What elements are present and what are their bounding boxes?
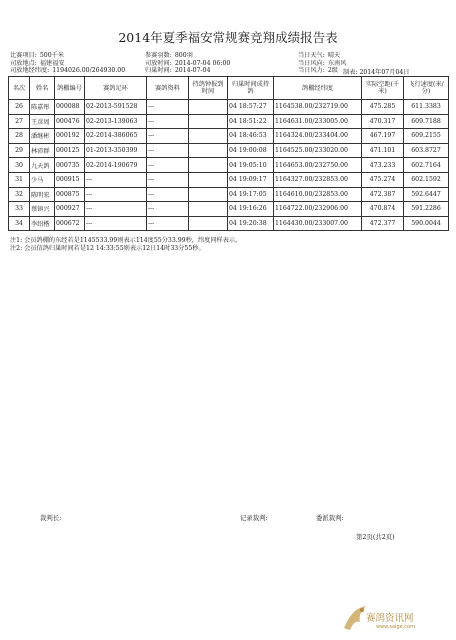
cell-ring: 02-2013-139063 [85, 114, 147, 129]
column-header: 飞行速度(米/分) [404, 77, 449, 100]
table-row [9, 202, 449, 217]
cell-arrival: 04 18:57:27 [228, 100, 274, 115]
column-header: 鸽棚编号 [55, 77, 85, 100]
meta-value: 2级 [327, 67, 338, 75]
cell-arrival: 04 18:46:53 [228, 129, 274, 144]
cell-loft: 000088 [55, 100, 85, 115]
cell-coords: 1164610.00/232853.00 [274, 187, 362, 202]
race-info-row-0 [298, 52, 346, 60]
column-header: 姓名 [30, 77, 55, 100]
table-row [9, 129, 449, 144]
cell-info: --- [147, 100, 189, 115]
cell-coords: 1164525.00/233020.00 [274, 143, 362, 158]
report-title: 2014年夏季福安常规赛竞翔成绩报告表 [118, 30, 338, 45]
table-header-row [9, 77, 449, 100]
cell-info: --- [147, 216, 189, 231]
cell-distance: 473.233 [362, 158, 404, 173]
meta-value: 500千米 [39, 52, 65, 59]
cell-clock [189, 172, 228, 187]
cell-ring: 02-2014-190679 [85, 158, 147, 173]
report-date: 制表: 2014年07月04日 [343, 69, 410, 77]
meta-value: 东南风 [327, 59, 347, 67]
cell-rank: 31 [9, 172, 30, 187]
assigned-referee-signature: 委派裁判: [316, 514, 344, 522]
cell-loft: 000672 [55, 216, 85, 231]
cell-loft: 000915 [55, 172, 85, 187]
watermark-text: 赛鸽资讯网 [366, 613, 414, 624]
table-row [9, 216, 449, 231]
cell-rank: 28 [9, 129, 30, 144]
cell-ring: 02-2013-591528 [85, 100, 147, 115]
cell-speed: 609.2155 [404, 129, 449, 144]
meta-label: 归巢时间: [145, 67, 172, 75]
cell-rank: 29 [9, 143, 30, 158]
cell-loft: 000735 [55, 158, 85, 173]
column-header: 名次 [9, 77, 30, 100]
cell-speed: 602.1592 [404, 172, 449, 187]
cell-speed: 611.3383 [404, 100, 449, 115]
table-row [9, 114, 449, 129]
race-info-row-2 [145, 67, 230, 75]
cell-distance: 467.197 [362, 129, 404, 144]
cell-name: 林沛群 [30, 143, 55, 158]
cell-clock [189, 202, 228, 217]
cell-clock [189, 216, 228, 231]
cell-rank: 32 [9, 187, 30, 202]
column-header: 持鸽钟报到时间 [189, 77, 228, 100]
cell-clock [189, 114, 228, 129]
cell-info: --- [147, 187, 189, 202]
cell-clock [189, 143, 228, 158]
cell-arrival: 04 19:16:26 [228, 202, 274, 217]
cell-clock [189, 158, 228, 173]
cell-ring: 01-2013-350399 [85, 143, 147, 158]
cell-name: 王彦周 [30, 114, 55, 129]
cell-distance: 470.874 [362, 202, 404, 217]
page-number: 第2页(共2页) [356, 533, 395, 541]
cell-name: 九天鸽 [30, 158, 55, 173]
cell-info: --- [147, 172, 189, 187]
meta-value: 福建福安 [39, 59, 65, 67]
notes [10, 237, 241, 253]
cell-name: 陈嘉彤 [30, 100, 55, 115]
cell-arrival: 04 19:05:10 [228, 158, 274, 173]
cell-rank: 26 [9, 100, 30, 115]
cell-ring: --- [85, 202, 147, 217]
race-info-row-2 [298, 67, 346, 75]
column-header: 归巢时间成持鸽 [228, 77, 274, 100]
cell-info: --- [147, 114, 189, 129]
cell-distance: 472.377 [362, 216, 404, 231]
meta-label: 当日天气: [298, 52, 325, 59]
race-info-row-2 [10, 67, 125, 75]
meta-label: 比赛项目: [10, 52, 37, 59]
cell-ring: --- [85, 216, 147, 231]
cell-arrival: 04 19:00:08 [228, 143, 274, 158]
meta-value: 2014-07-04 [174, 67, 211, 75]
race-info-right [298, 52, 346, 75]
cell-loft: 000927 [55, 202, 85, 217]
site-watermark [340, 602, 452, 636]
cell-clock [189, 100, 228, 115]
cell-ring: --- [85, 187, 147, 202]
cell-distance: 472.387 [362, 187, 404, 202]
cell-loft: 000476 [55, 114, 85, 129]
meta-label: 参赛羽数: [145, 52, 172, 59]
table-row [9, 187, 449, 202]
cell-info: --- [147, 158, 189, 173]
cell-info: --- [147, 129, 189, 144]
cell-name: 少马 [30, 172, 55, 187]
race-info-row-0 [145, 52, 230, 60]
cell-arrival: 04 19:20:38 [228, 216, 274, 231]
meta-value: 2014-07-04 06:00 [174, 59, 231, 67]
cell-name: 李绍楷 [30, 216, 55, 231]
race-info-middle [145, 52, 230, 75]
cell-name: 蔡镇兴 [30, 202, 55, 217]
cell-ring: --- [85, 172, 147, 187]
cell-loft: 000192 [55, 129, 85, 144]
meta-value: 800羽 [174, 52, 193, 59]
column-header: 赛鸽资料 [147, 77, 189, 100]
results-table [8, 76, 449, 231]
cell-speed: 609.7188 [404, 114, 449, 129]
cell-speed: 602.7164 [404, 158, 449, 173]
meta-value: 晴天 [327, 52, 341, 59]
cell-coords: 1164430.00/233007.00 [274, 216, 362, 231]
cell-arrival: 04 18:51:22 [228, 114, 274, 129]
race-info-row-0 [10, 52, 125, 60]
cell-loft: 000125 [55, 143, 85, 158]
cell-speed: 590.0044 [404, 216, 449, 231]
cell-coords: 1164327.00/232853.00 [274, 172, 362, 187]
cell-coords: 1164538.00/232719.00 [274, 100, 362, 115]
chief-referee-signature: 裁判长: [40, 514, 62, 522]
cell-coords: 1164631.00/233005.00 [274, 114, 362, 129]
meta-label: 司放地点: [10, 59, 37, 67]
cell-rank: 30 [9, 158, 30, 173]
cell-speed: 603.8727 [404, 143, 449, 158]
meta-label: 司放地经纬度: [10, 67, 50, 75]
table-row [9, 100, 449, 115]
cell-coords: 1164722.00/232906.00 [274, 202, 362, 217]
cell-ring: 02-2014-386065 [85, 129, 147, 144]
meta-value: 1194026.00/264930.00 [52, 67, 126, 75]
column-header: 赛鸽足环 [85, 77, 147, 100]
cell-coords: 1164653.00/232750.00 [274, 158, 362, 173]
record-referee-signature: 记录裁判: [240, 514, 268, 522]
column-header: 实际空距(千米) [362, 77, 404, 100]
cell-arrival: 04 19:09:17 [228, 172, 274, 187]
column-header: 鸽棚经纬度 [274, 77, 362, 100]
watermark-url: www.saige.com [376, 624, 415, 630]
meta-label: 司放时间: [145, 59, 172, 67]
cell-rank: 34 [9, 216, 30, 231]
cell-rank: 33 [9, 202, 30, 217]
cell-clock [189, 187, 228, 202]
cell-distance: 471.101 [362, 143, 404, 158]
cell-info: --- [147, 143, 189, 158]
cell-name: 潘继彬 [30, 129, 55, 144]
note-1: 注1: 会员鸽棚的东经若是1145533.99则表示114度55分33.99秒，纬度同样表示。 [10, 237, 242, 244]
table-row [9, 172, 449, 187]
table-row [9, 143, 449, 158]
cell-loft: 000875 [55, 187, 85, 202]
race-info-left [10, 52, 125, 75]
meta-label: 当日风向: [298, 59, 325, 67]
cell-coords: 1164324.00/233404.00 [274, 129, 362, 144]
cell-arrival: 04 19:17:05 [228, 187, 274, 202]
cell-name: 陈明宏 [30, 187, 55, 202]
cell-clock [189, 129, 228, 144]
meta-label: 当日风力: [298, 67, 325, 75]
cell-speed: 591.2286 [404, 202, 449, 217]
table-row [9, 158, 449, 173]
cell-rank: 27 [9, 114, 30, 129]
cell-info: --- [147, 202, 189, 217]
cell-distance: 475.285 [362, 100, 404, 115]
cell-distance: 475.274 [362, 172, 404, 187]
note-2: 注2: 会员信鸽归巢时间若是12 14:33:55则表示12日14时33分55秒。 [10, 244, 205, 252]
cell-speed: 592.6447 [404, 187, 449, 202]
cell-distance: 470.317 [362, 114, 404, 129]
